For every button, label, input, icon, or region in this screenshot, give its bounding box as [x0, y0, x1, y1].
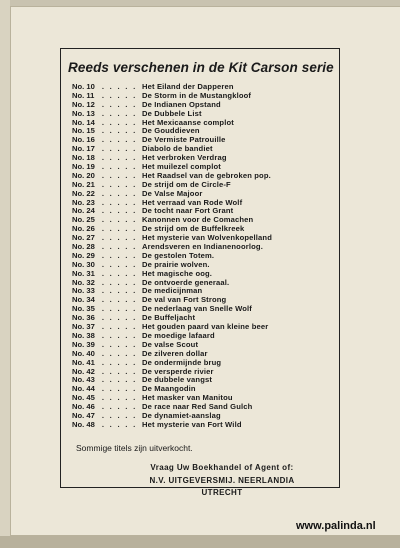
list-item — [72, 101, 334, 110]
issue-number: No. 46 — [72, 403, 95, 412]
issue-number: No. 13 — [72, 109, 95, 118]
list-item — [72, 225, 334, 234]
issue-title: Het mysterie van Wolvenkopelland — [142, 234, 272, 243]
issue-number: No. 24 — [72, 207, 95, 216]
list-item — [72, 243, 334, 252]
list-item — [72, 403, 334, 412]
issue-number: No. 38 — [72, 331, 95, 340]
sold-out-note: Sommige titels zijn uitverkocht. — [76, 443, 193, 453]
issue-number: No. 11 — [72, 91, 95, 100]
issue-title: De Indianen Opstand — [142, 100, 221, 109]
issue-number: No. 12 — [72, 100, 95, 109]
issue-title: De prairie wolven. — [142, 260, 210, 269]
site-watermark: www.palinda.nl — [296, 520, 376, 532]
issue-title: De Storm in de Mustangkloof — [142, 91, 252, 100]
leader-dots: . . . . . — [102, 269, 138, 278]
list-item — [72, 92, 334, 101]
leader-dots: . . . . . — [102, 411, 138, 420]
leader-dots: . . . . . — [102, 251, 138, 260]
leader-dots: . . . . . — [102, 420, 138, 429]
list-item — [72, 136, 334, 145]
list-item — [72, 394, 334, 403]
leader-dots: . . . . . — [102, 403, 138, 412]
issue-number: No. 36 — [72, 314, 95, 323]
list-item — [72, 234, 334, 243]
publisher-name: N.V. UITGEVERSMIJ. NEERLANDIA — [149, 475, 295, 485]
leader-dots: . . . . . — [102, 305, 138, 314]
list-item — [72, 119, 334, 128]
issue-number: No. 27 — [72, 234, 95, 243]
series-title-list — [72, 83, 334, 430]
leader-dots: . . . . . — [102, 145, 138, 154]
issue-number: No. 32 — [72, 278, 95, 287]
issue-number: No. 14 — [72, 118, 95, 127]
leader-dots: . . . . . — [102, 243, 138, 252]
issue-number: No. 39 — [72, 340, 95, 349]
list-item — [72, 145, 334, 154]
issue-title: De tocht naar Fort Grant — [142, 207, 234, 216]
issue-title: De valse Scout — [142, 340, 199, 349]
list-item — [72, 332, 334, 341]
issue-number: No. 47 — [72, 411, 95, 420]
issue-title: Het masker van Manitou — [142, 394, 233, 403]
issue-title: De strijd om de Buffelkreek — [142, 225, 245, 234]
leader-dots: . . . . . — [102, 136, 138, 145]
issue-number: No. 10 — [72, 83, 95, 91]
leader-dots: . . . . . — [102, 189, 138, 198]
issue-title: Het gouden paard van kleine beer — [142, 323, 269, 332]
list-item — [72, 190, 334, 199]
issue-number: No. 15 — [72, 127, 95, 136]
leader-dots: . . . . . — [102, 198, 138, 207]
leader-dots: . . . . . — [102, 207, 138, 216]
issue-title: Diabolo de bandiet — [142, 145, 213, 154]
issue-title: De zilveren dollar — [142, 349, 208, 358]
leader-dots: . . . . . — [102, 234, 138, 243]
list-item — [72, 412, 334, 421]
publisher-city: UTRECHT — [201, 488, 243, 497]
issue-number: No. 29 — [72, 251, 95, 260]
list-item — [72, 421, 334, 430]
leader-dots: . . . . . — [102, 91, 138, 100]
issue-number: No. 43 — [72, 376, 95, 385]
leader-dots: . . . . . — [102, 349, 138, 358]
list-item — [72, 252, 334, 261]
issue-title: De dynamiet-aanslag — [142, 411, 221, 420]
issue-number: No. 22 — [72, 189, 95, 198]
issue-number: No. 35 — [72, 305, 95, 314]
issue-number: No. 20 — [72, 171, 95, 180]
list-item — [72, 368, 334, 377]
leader-dots: . . . . . — [102, 331, 138, 340]
issue-number: No. 28 — [72, 243, 95, 252]
leader-dots: . . . . . — [102, 171, 138, 180]
issue-title: Het Eiland der Dapperen — [142, 83, 234, 91]
leader-dots: . . . . . — [102, 376, 138, 385]
leader-dots: . . . . . — [102, 314, 138, 323]
issue-number: No. 23 — [72, 198, 95, 207]
leader-dots: . . . . . — [102, 83, 138, 91]
list-item — [72, 216, 334, 225]
list-item — [72, 350, 334, 359]
issue-title: Het muilezel complot — [142, 163, 221, 172]
issue-number: No. 25 — [72, 216, 95, 225]
issue-number: No. 45 — [72, 394, 95, 403]
issue-title: Het verbroken Verdrag — [142, 154, 227, 163]
leader-dots: . . . . . — [102, 225, 138, 234]
issue-title: De race naar Red Sand Gulch — [142, 403, 253, 412]
issue-title: De Maangodin — [142, 385, 196, 394]
leader-dots: . . . . . — [102, 296, 138, 305]
list-item — [72, 207, 334, 216]
issue-title: Het verraad van Rode Wolf — [142, 198, 243, 207]
issue-title: Het Mexicaanse complot — [142, 118, 234, 127]
list-item — [72, 385, 334, 394]
issue-title: De Valse Majoor — [142, 189, 203, 198]
list-item — [72, 314, 334, 323]
issue-title: De gestolen Totem. — [142, 251, 215, 260]
list-item — [72, 270, 334, 279]
list-item — [72, 83, 334, 92]
list-item — [72, 181, 334, 190]
leader-dots: . . . . . — [102, 385, 138, 394]
issue-title: De dubbele vangst — [142, 376, 213, 385]
list-item — [72, 296, 334, 305]
issue-number: No. 30 — [72, 260, 95, 269]
series-heading: Reeds verschenen in de Kit Carson serie — [68, 60, 334, 75]
leader-dots: . . . . . — [102, 180, 138, 189]
issue-title: Het magische oog. — [142, 269, 213, 278]
bottom-edge-shadow — [0, 536, 400, 548]
order-line: Vraag Uw Boekhandel of Agent of: — [150, 463, 294, 472]
leader-dots: . . . . . — [102, 278, 138, 287]
list-item — [72, 110, 334, 119]
list-item — [72, 261, 334, 270]
issue-number: No. 19 — [72, 163, 95, 172]
list-item — [72, 199, 334, 208]
leader-dots: . . . . . — [102, 260, 138, 269]
list-item — [72, 323, 334, 332]
list-item — [72, 287, 334, 296]
list-item — [72, 163, 334, 172]
leader-dots: . . . . . — [102, 127, 138, 136]
issue-number: No. 48 — [72, 420, 95, 429]
issue-title: De medicijnman — [142, 287, 203, 296]
issue-title: De Gouddieven — [142, 127, 200, 136]
leader-dots: . . . . . — [102, 100, 138, 109]
issue-number: No. 21 — [72, 180, 95, 189]
issue-number: No. 44 — [72, 385, 95, 394]
issue-number: No. 33 — [72, 287, 95, 296]
issue-title: De versperde rivier — [142, 367, 214, 376]
issue-title: De moedige lafaard — [142, 331, 215, 340]
issue-title: De Vermiste Patrouille — [142, 136, 226, 145]
issue-title: Kanonnen voor de Comachen — [142, 216, 254, 225]
issue-number: No. 26 — [72, 225, 95, 234]
list-item — [72, 127, 334, 136]
list-item — [72, 359, 334, 368]
issue-title: De val van Fort Strong — [142, 296, 227, 305]
issue-title: De Dubbele List — [142, 109, 202, 118]
issue-number: No. 34 — [72, 296, 95, 305]
issue-number: No. 31 — [72, 269, 95, 278]
leader-dots: . . . . . — [102, 118, 138, 127]
issue-title: De ondermijnde brug — [142, 358, 222, 367]
leader-dots: . . . . . — [102, 216, 138, 225]
issue-number: No. 17 — [72, 145, 95, 154]
issue-title: De strijd om de Circle-F — [142, 180, 231, 189]
issue-title: Arendsveren en Indianenoorlog. — [142, 243, 263, 252]
issue-number: No. 40 — [72, 349, 95, 358]
issue-number: No. 41 — [72, 358, 95, 367]
list-item — [72, 305, 334, 314]
leader-dots: . . . . . — [102, 323, 138, 332]
leader-dots: . . . . . — [102, 394, 138, 403]
leader-dots: . . . . . — [102, 367, 138, 376]
issue-title: De nederlaag van Snelle Wolf — [142, 305, 252, 314]
leader-dots: . . . . . — [102, 358, 138, 367]
list-item — [72, 154, 334, 163]
list-item — [72, 279, 334, 288]
issue-number: No. 18 — [72, 154, 95, 163]
leader-dots: . . . . . — [102, 287, 138, 296]
list-item — [72, 172, 334, 181]
list-item — [72, 341, 334, 350]
leader-dots: . . . . . — [102, 340, 138, 349]
list-item — [72, 376, 334, 385]
issue-title: De ontvoerde generaal. — [142, 278, 230, 287]
page-edge-shadow — [0, 0, 10, 548]
issue-title: De Buffeljacht — [142, 314, 196, 323]
issue-title: Het Raadsel van de gebroken pop. — [142, 171, 271, 180]
issue-number: No. 37 — [72, 323, 95, 332]
leader-dots: . . . . . — [102, 154, 138, 163]
order-info — [62, 462, 382, 500]
issue-number: No. 16 — [72, 136, 95, 145]
leader-dots: . . . . . — [102, 163, 138, 172]
issue-number: No. 42 — [72, 367, 95, 376]
leader-dots: . . . . . — [102, 109, 138, 118]
issue-title: Het mysterie van Fort Wild — [142, 420, 242, 429]
